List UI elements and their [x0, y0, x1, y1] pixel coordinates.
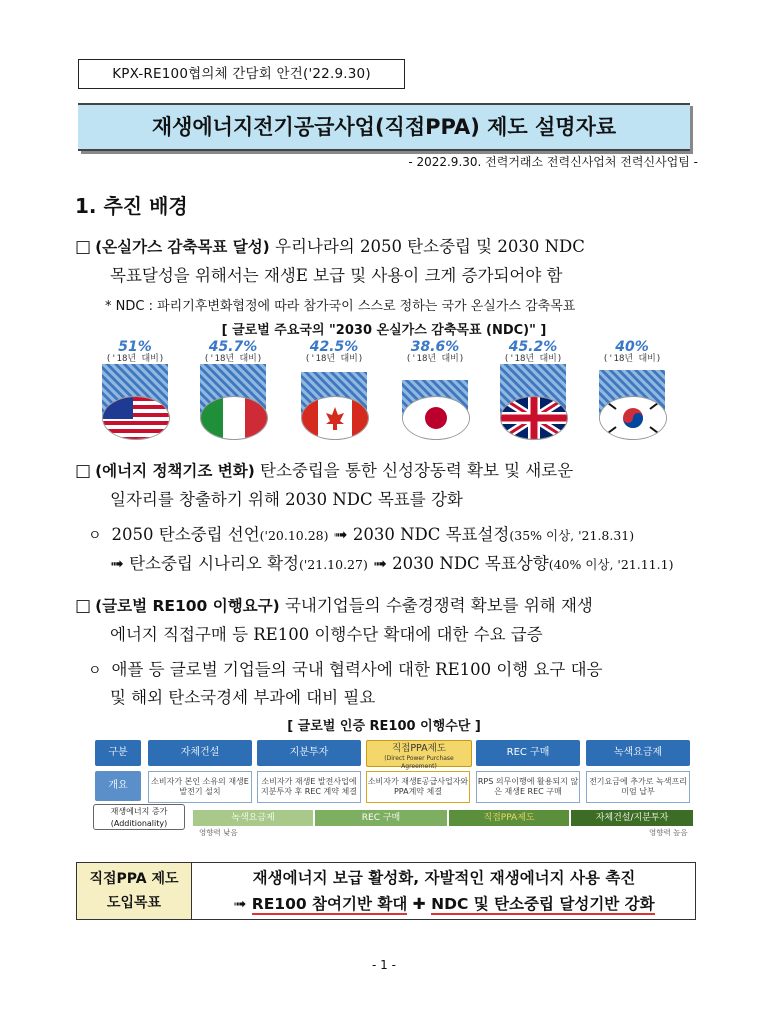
bullet-energy-policy	[75, 457, 715, 485]
impact-high-label: 영향력 높음	[649, 828, 688, 837]
ndc-value: 45.2%	[508, 339, 558, 355]
sub-bullet-mark: ㅇ	[88, 663, 102, 679]
sub-date: ('21.10.27)	[298, 557, 368, 572]
desc-equity-investment: 소비자가 재생E 발전사업에 지분투자 후 REC 계약 체결	[257, 771, 361, 803]
bullet-keyword: (에너지 정책기조 변화)	[95, 462, 255, 480]
bullet-keyword: (온실가스 감축목표 달성)	[95, 238, 270, 256]
column-direct-ppa	[366, 740, 472, 770]
ndc-value: 51%	[118, 339, 152, 355]
goal-label-line1: 직접PPA 제도	[89, 871, 179, 887]
column-direct-ppa-name: 직접PPA제도	[391, 743, 447, 754]
ndc-value: 42.5%	[309, 339, 359, 355]
row-overview-label: 개요	[95, 771, 141, 801]
desc-self-build: 소비자가 본인 소유의 재생E 발전기 설치	[148, 771, 252, 803]
bullet-text: 탄소중립을 통한 신성장동력 확보 및 새로운	[254, 461, 574, 480]
goal-label-line2: 도입목표	[106, 895, 162, 911]
ndc-compare-label: ('18년 대비)	[602, 354, 662, 364]
bullet-keyword: (글로벌 RE100 이행요구)	[95, 597, 280, 615]
ndc-column-uk	[494, 340, 572, 440]
arrow-icon: ➟	[373, 554, 387, 573]
scale-rec-purchase: REC 구매	[315, 810, 447, 826]
bullet-ghg-target	[75, 233, 705, 261]
sub-item-scenario	[110, 550, 710, 579]
column-rec-purchase: REC 구매	[476, 740, 580, 766]
bullet-re100-demand	[75, 592, 715, 620]
ndc-column-korea	[593, 340, 671, 440]
section-title: 1. 추진 배경	[75, 194, 188, 218]
bullet-ghg-line2: 목표달성을 위해서는 재생E 보급 및 사용이 크게 증가되어야 함	[110, 266, 563, 285]
additionality-label: 재생에너지 증가 (Additionality)	[93, 804, 185, 830]
sub-date: (40% 이상, '21.11.1)	[548, 557, 674, 572]
desc-direct-ppa: 소비자가 재생E공급사업자와 PPA계약 체결	[366, 771, 470, 803]
ndc-compare-label: ('18년 대비)	[203, 354, 263, 364]
goal-line2	[193, 891, 695, 917]
desc-green-tariff: 전기요금에 추가로 녹색프리미엄 납부	[586, 771, 690, 803]
page-number: - 1 -	[372, 958, 396, 972]
scale-self-build: 자체건설/지분투자	[571, 810, 693, 826]
bullet-square: □	[75, 237, 92, 257]
column-equity-investment: 지분투자	[257, 740, 361, 766]
sub-item-apple	[88, 656, 718, 685]
ndc-note: * NDC : 파리기후변화협정에 따라 참가국이 스스로 정하는 국가 온실가스 감축목표	[105, 299, 576, 314]
ndc-column-japan	[396, 340, 474, 440]
scale-direct-ppa: 직접PPA제도	[449, 810, 569, 826]
sub-text: 탄소중립 시나리오 확정	[129, 554, 299, 573]
bullet-re100-line2: 에너지 직접구매 등 RE100 이행수단 확대에 대한 수요 급증	[110, 625, 543, 644]
ndc-chart-caption: [ 글로벌 주요국의 "2030 온실가스 감축목표 (NDC)" ]	[221, 323, 547, 338]
ndc-value: 40%	[615, 339, 649, 355]
sub-bullet-mark: ㅇ	[88, 528, 102, 544]
re100-caption: [ 글로벌 인증 RE100 이행수단 ]	[287, 719, 481, 734]
bullet-square: □	[75, 596, 92, 616]
row-header-label: 구분	[95, 740, 141, 766]
ndc-compare-label: ('18년 대비)	[405, 354, 465, 364]
column-self-build: 자체건설	[148, 740, 252, 766]
ppa-goal-table	[76, 862, 696, 920]
canada-flag	[301, 396, 369, 440]
goal-content	[193, 863, 695, 919]
sub-text: 2050 탄소중립 선언	[111, 525, 260, 544]
sub-date: ('20.10.28)	[259, 528, 329, 543]
ndc-column-usa	[96, 340, 174, 440]
goal-ndc: NDC 및 탄소중립 달성기반 강화	[431, 895, 655, 913]
arrow-icon: ➟	[110, 554, 124, 573]
column-direct-ppa-sub: (Direct Power Purchase Agreement)	[384, 755, 454, 770]
document-title: 재생에너지전기공급사업(직접PPA) 제도 설명자료	[78, 103, 690, 151]
plus-icon: ✚	[412, 895, 426, 913]
bullet-energy-line2: 일자리를 창출하기 위해 2030 NDC 목표를 강화	[110, 490, 463, 509]
sub-text: 애플 등 글로벌 기업들의 국내 협력사에 대한 RE100 이행 요구 대응	[111, 660, 603, 679]
italy-flag	[200, 396, 268, 440]
goal-label	[77, 863, 192, 919]
korea-flag	[599, 396, 667, 440]
dateline: - 2022.9.30. 전력거래소 전력신사업처 전력신사업팀 -	[408, 155, 698, 169]
uk-flag	[500, 396, 568, 440]
ndc-compare-label: ('18년 대비)	[503, 354, 563, 364]
sub-text: 2030 NDC 목표상향	[392, 554, 549, 573]
ndc-column-canada	[295, 340, 373, 440]
usa-flag	[102, 396, 170, 440]
re100-means-diagram	[93, 736, 703, 856]
arrow-icon: ➟	[333, 525, 348, 544]
column-green-tariff: 녹색요금제	[586, 740, 690, 766]
japan-flag	[402, 396, 470, 440]
sub-item-carbon-neutral	[88, 521, 718, 550]
sub-item-apple-line2: 및 해외 탄소국경세 부과에 대비 필요	[110, 688, 376, 707]
goal-re100: RE100 참여기반 확대	[251, 895, 408, 913]
bullet-square: □	[75, 461, 92, 481]
sub-text: 2030 NDC 목표설정	[352, 525, 510, 544]
scale-green-tariff: 녹색요금제	[193, 810, 313, 826]
ndc-value: 45.7%	[208, 339, 258, 355]
goal-line1: 재생에너지 보급 활성화, 자발적인 재생에너지 사용 촉진	[252, 869, 636, 887]
bullet-text: 국내기업들의 수출경쟁력 확보를 위해 재생	[279, 596, 593, 615]
desc-rec-purchase: RPS 의무이행에 활용되지 않은 재생E REC 구매	[476, 771, 580, 803]
ndc-column-italy	[194, 340, 272, 440]
ndc-compare-label: ('18년 대비)	[304, 354, 364, 364]
ndc-compare-label: ('18년 대비)	[105, 354, 165, 364]
arrow-icon: ➟	[233, 895, 247, 913]
impact-low-label: 영향력 낮음	[199, 828, 238, 837]
bullet-text: 우리나라의 2050 탄소중립 및 2030 NDC	[269, 237, 585, 256]
ndc-value: 38.6%	[410, 339, 460, 355]
agenda-label: KPX-RE100협의체 간담회 안건('22.9.30)	[78, 59, 405, 89]
sub-date: (35% 이상, '21.8.31)	[509, 528, 635, 543]
